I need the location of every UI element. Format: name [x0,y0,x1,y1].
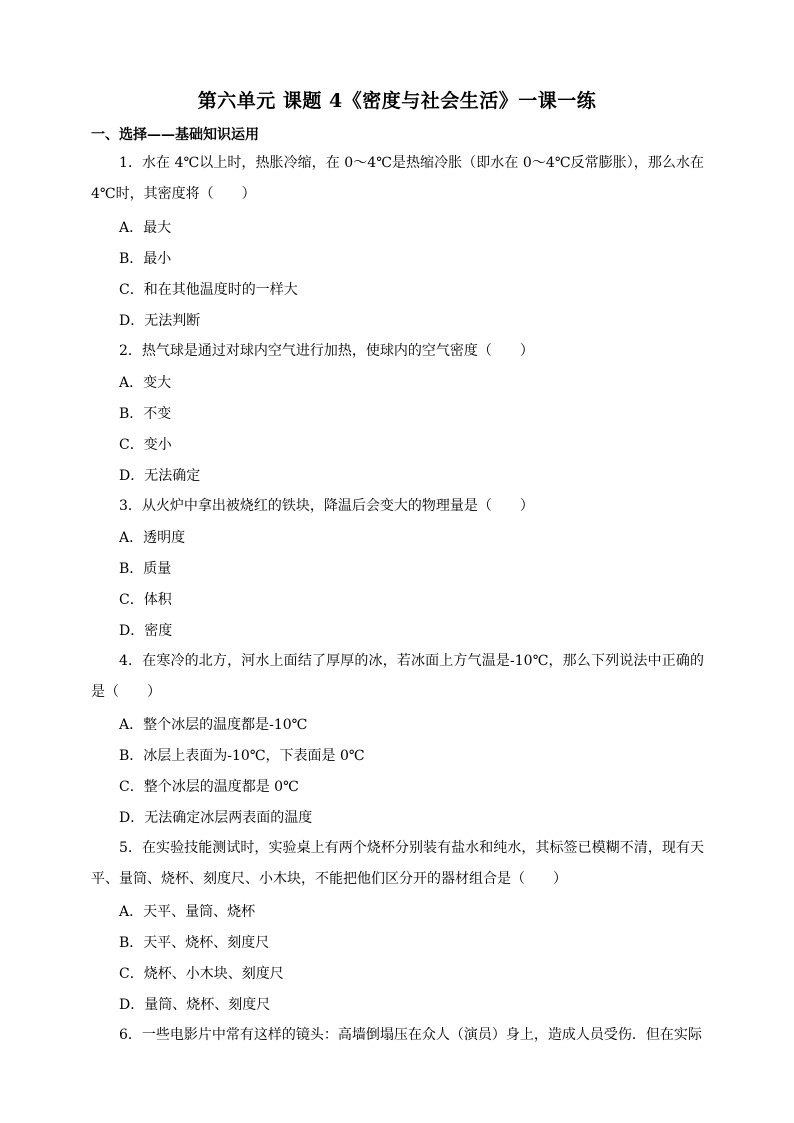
question-4-text: 4．在寒冷的北方，河水上面结了厚厚的冰，若冰面上方气温是-10℃，那么下列说法中正确的是（ ） [91,653,704,700]
question-2-option-b: B．不变 [119,406,172,422]
question-1-option-a: A．最大 [119,220,172,236]
question-4-option-b: B．冰层上表面为-10℃，下表面是 0℃ [119,748,365,764]
question-2-option-a: A．变大 [119,375,172,391]
question-3-option-c: C．体积 [119,592,172,608]
question-4-option-d: D．无法确定冰层两表面的温度 [119,810,313,826]
question-5-option-a: A．天平、量筒、烧杯 [119,904,256,920]
question-3-option-a: A．透明度 [119,530,186,546]
question-6-text: 6．一些电影片中常有这样的镜头：高墙倒塌压在众人（演员）身上，造成人员受伤．但在实际 [119,1027,702,1043]
question-2-option-c: C．变小 [119,437,172,453]
question-3-option-d: D．密度 [119,623,173,639]
question-1-text: 1．水在 4℃以上时，热胀冷缩，在 0～4℃是热缩冷胀（即水在 0～4℃反常膨胀），那么水在 4℃时，其密度将（ ） [91,155,704,202]
question-5-text: 5．在实验技能测试时，实验桌上有两个烧杯分别装有盐水和纯水，其标签已模糊不清，现有天平、量筒、烧杯、刻度尺、小木块，不能把他们区分开的器材组合是（ ） [91,840,704,887]
section-heading: 一、选择——基础知识运用 [91,127,259,143]
question-5-option-c: C．烧杯、小木块、刻度尺 [119,966,284,982]
question-5-option-d: D．量筒、烧杯、刻度尺 [119,997,271,1013]
question-1-option-b: B．最小 [119,251,172,267]
page-title: 第六单元 课题 4《密度与社会生活》一课一练 [197,90,597,112]
question-3-option-b: B．质量 [119,561,172,577]
question-1-option-d: D．无法判断 [119,313,201,329]
question-1-option-c: C．和在其他温度时的一样大 [119,282,298,298]
question-2-text: 2．热气球是通过对球内空气进行加热，使球内的空气密度（ ） [119,343,534,359]
question-4-option-a: A．整个冰层的温度都是-10℃ [119,717,308,733]
question-5-option-b: B．天平、烧杯、刻度尺 [119,935,270,951]
question-3-text: 3．从火炉中拿出被烧红的铁块，降温后会变大的物理量是（ ） [119,498,534,514]
question-2-option-d: D．无法确定 [119,468,201,484]
question-4-option-c: C．整个冰层的温度都是 0℃ [119,779,299,795]
